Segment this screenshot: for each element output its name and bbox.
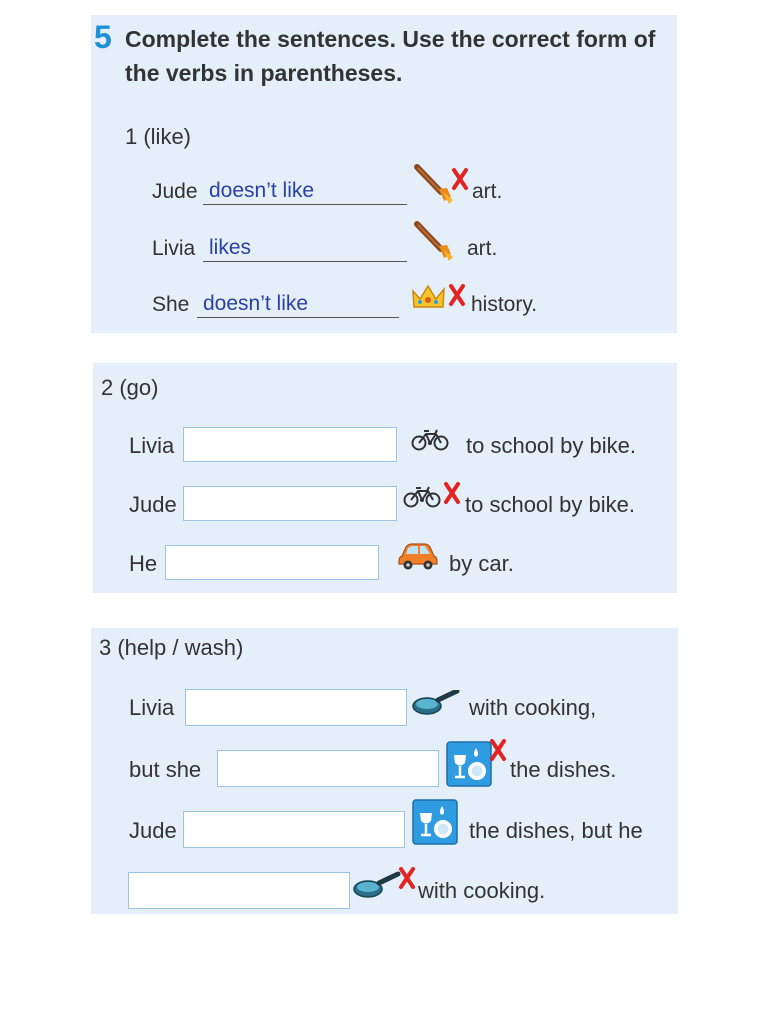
s3-row4-tail: with cooking. [418,878,546,903]
s3-row2-subject: but she [129,757,202,782]
bicycle-icon [411,428,451,452]
s2-row3-subject: He [129,551,158,576]
car-icon [398,542,440,572]
s2-row2-subject: Jude [129,492,177,517]
s3-row1-tail: with cooking, [469,695,597,720]
s1-row2-subject: Livia [152,237,196,260]
paintbrush-crossed-icon [413,164,473,208]
s3-row4-input[interactable] [128,872,350,909]
section-1-label: 1 (like) [125,124,192,149]
s1-row2-answer-line [203,233,407,262]
s3-row2-input[interactable] [217,750,439,787]
section-3-label: 3 (help / wash) [99,635,244,660]
s3-row3-subject: Jude [129,818,177,843]
s2-row3-input[interactable] [165,545,379,580]
exercise-number: 5 [94,19,112,55]
s1-row3-answer: doesn’t like [203,292,309,315]
crown-crossed-icon [410,281,472,315]
s1-row2-tail: art. [467,237,498,260]
s1-row1-subject: Jude [152,180,198,203]
instruction-line-1: Complete the sentences. Use the correct form of [125,26,656,52]
frying-pan-icon [411,690,461,720]
s3-row3-tail: the dishes, but he [469,818,643,843]
s1-row1-tail: art. [472,180,503,203]
s1-row3-subject: She [152,293,190,316]
s1-row3-tail: history. [471,293,538,316]
s2-row2-input[interactable] [183,486,397,521]
s1-row1-answer: doesn’t like [209,179,315,202]
s2-row3-tail: by car. [449,551,514,576]
s2-row1-tail: to school by bike. [466,433,636,458]
section-2-label: 2 (go) [101,375,159,400]
frying-pan-crossed-icon [352,864,418,904]
s2-row1-subject: Livia [129,433,175,458]
s3-row1-subject: Livia [129,695,175,720]
bicycle-crossed-icon [403,479,465,511]
s1-row2-answer: likes [209,236,252,259]
s2-row1-input[interactable] [183,427,397,462]
dishes-crossed-icon [445,736,511,788]
paintbrush-icon [413,221,459,265]
s3-row3-input[interactable] [183,811,405,848]
s3-row1-input[interactable] [185,689,407,726]
s1-row3-answer-line [197,289,399,318]
s2-row2-tail: to school by bike. [465,492,635,517]
s1-row1-answer-line [203,176,407,205]
instruction-line-2: the verbs in parentheses. [125,60,403,86]
s3-row2-tail: the dishes. [510,757,617,782]
dishes-icon [411,798,461,848]
